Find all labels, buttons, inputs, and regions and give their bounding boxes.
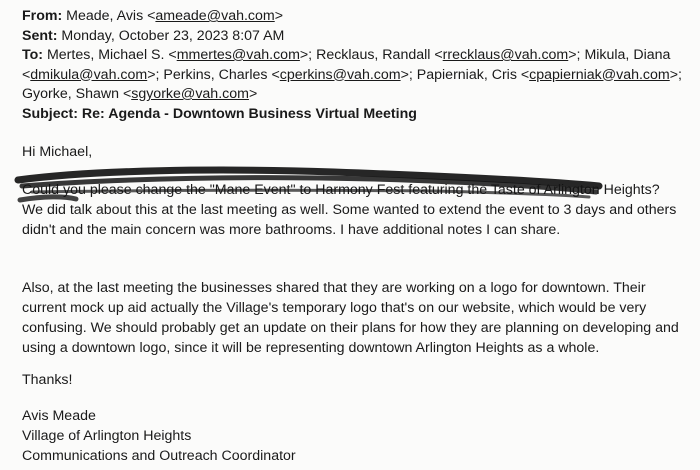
closing: Thanks! (22, 372, 73, 388)
subject-value: Re: Agenda - Downtown Business Virtual Meeting (81, 105, 417, 122)
sent-value: Monday, October 23, 2023 8:07 AM (61, 27, 285, 44)
signature-block (22, 406, 682, 466)
recipient: Mertes, Michael S. <mmertes@vah.com>; (46, 47, 313, 63)
recipient-address[interactable]: cperkins@vah.com (279, 66, 401, 83)
recipient: Perkins, Charles <cperkins@vah.com>; (163, 66, 413, 83)
recipient-address[interactable]: mmertes@vah.com (176, 47, 300, 63)
redacted-paragraph-block (22, 180, 682, 240)
signature-org: Village of Arlington Heights (22, 428, 192, 444)
from-name: Meade, Avis (66, 8, 144, 24)
from-address[interactable]: ameade@vah.com (155, 8, 275, 24)
recipient: Gyorke, Shawn <sgyorke@vah.com> (22, 86, 258, 102)
subject-line (22, 105, 682, 125)
from-label: From: (22, 8, 63, 24)
signature-name: Avis Meade (22, 408, 96, 424)
to-line (22, 46, 682, 105)
logo-paragraph-block (22, 278, 682, 358)
closing-block (22, 370, 682, 390)
to-label: To: (22, 47, 44, 63)
recipient-address[interactable]: dmikula@vah.com (30, 66, 148, 83)
from-line: From: Meade, Avis <ameade@vah.com> (22, 8, 284, 24)
recipient: Recklaus, Randall <rrecklaus@vah.com>; (316, 47, 581, 63)
email-header (22, 7, 682, 124)
recipient-address[interactable]: cpapierniak@vah.com (529, 66, 670, 83)
recipient: Papierniak, Cris <cpapierniak@vah.com>; (416, 66, 682, 83)
signature-title: Communications and Outreach Coordinator (22, 448, 296, 464)
sent-line (22, 27, 682, 47)
subject-label: Subject: (22, 105, 78, 122)
redacted-paragraph: Could you please change the "Mane Event" to Harmony Fest featuring the Taste of Arlington Heights? We did talk about this at the last meeting as well. Some wanted to extend the event to 3 days and others didn't and the main concern was more bathrooms. I have additional notes I can share. (22, 182, 677, 238)
logo-paragraph: Also, at the last meeting the businesses shared that they are working on a logo for downtown. Their current mock up aid actually the Village's temporary logo that's on our website, which would be very confusing. We should probably get an update on their plans for how they are planning on developing and using a downtown logo, since it will be representing downtown Arlington Heights as a whole. (22, 280, 679, 356)
recipient-address[interactable]: sgyorke@vah.com (131, 86, 249, 102)
email-greeting-block (22, 142, 682, 162)
sent-label: Sent: (22, 27, 58, 44)
greeting: Hi Michael, (22, 144, 93, 160)
recipient: Mikula, Diana <dmikula@vah.com>; (22, 47, 671, 83)
recipient-address[interactable]: rrecklaus@vah.com (442, 47, 569, 63)
